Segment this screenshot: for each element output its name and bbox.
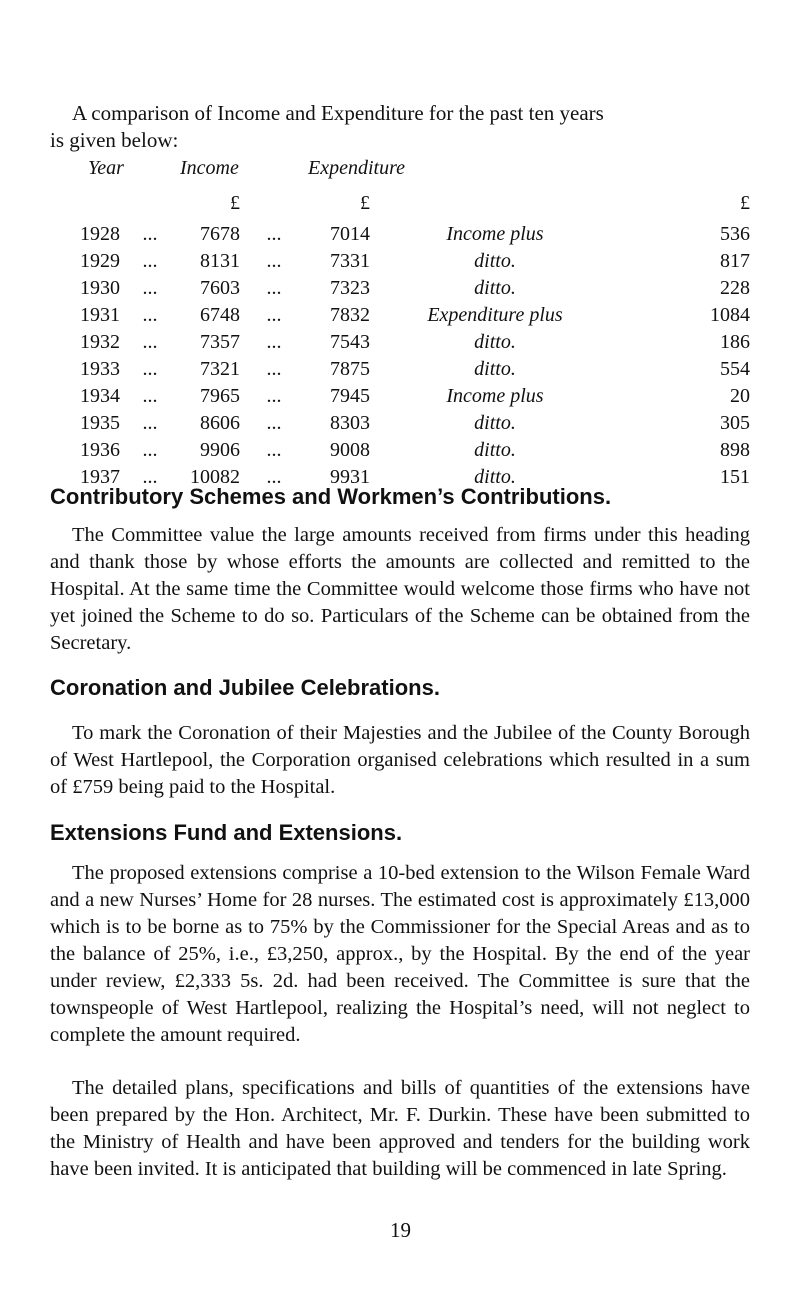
table-row bbox=[30, 437, 750, 464]
year-cell: 1935 bbox=[80, 412, 120, 434]
table-row bbox=[30, 329, 750, 356]
expenditure-cell: 7945 bbox=[330, 385, 370, 407]
difference-cell: 898 bbox=[720, 439, 750, 461]
year-cell: 1928 bbox=[80, 223, 120, 245]
note-cell: Expenditure plus bbox=[427, 304, 563, 326]
currency-difference: £ bbox=[740, 192, 750, 214]
note-cell: ditto. bbox=[474, 277, 516, 299]
income-cell: 7603 bbox=[200, 277, 240, 299]
income-cell: 8131 bbox=[200, 250, 240, 272]
expenditure-cell: 7331 bbox=[330, 250, 370, 272]
page-number: 19 bbox=[390, 1218, 411, 1242]
year-cell: 1930 bbox=[80, 277, 120, 299]
leader-dots: ... bbox=[142, 466, 158, 488]
note-cell: ditto. bbox=[474, 466, 516, 488]
difference-cell: 186 bbox=[720, 331, 750, 353]
intro-text bbox=[50, 100, 750, 154]
leader-dots: ... bbox=[266, 250, 282, 272]
difference-cell: 151 bbox=[720, 466, 750, 488]
difference-cell: 20 bbox=[730, 385, 750, 407]
table-header-row bbox=[30, 155, 750, 182]
leader-dots: ... bbox=[266, 466, 282, 488]
leader-dots: ... bbox=[266, 439, 282, 461]
header-expenditure: Expenditure bbox=[308, 157, 406, 179]
leader-dots: ... bbox=[142, 331, 158, 353]
expenditure-cell: 7875 bbox=[330, 358, 370, 380]
expenditure-cell: 9931 bbox=[330, 466, 370, 488]
income-cell: 7965 bbox=[200, 385, 240, 407]
leader-dots: ... bbox=[142, 250, 158, 272]
table-row bbox=[30, 302, 750, 329]
table-row bbox=[30, 221, 750, 248]
difference-cell: 1084 bbox=[710, 304, 750, 326]
year-cell: 1929 bbox=[80, 250, 120, 272]
heading-coronation-jubilee: Coronation and Jubilee Celebrations. bbox=[50, 675, 440, 700]
leader-dots: ... bbox=[266, 223, 282, 245]
income-cell: 6748 bbox=[200, 304, 240, 326]
year-cell: 1936 bbox=[80, 439, 120, 461]
leader-dots: ... bbox=[266, 331, 282, 353]
leader-dots: ... bbox=[266, 385, 282, 407]
difference-cell: 536 bbox=[720, 223, 750, 245]
leader-dots: ... bbox=[142, 385, 158, 407]
intro-line-2: is given below: bbox=[50, 128, 179, 152]
table-row bbox=[30, 383, 750, 410]
year-cell: 1937 bbox=[80, 466, 120, 488]
income-cell: 9906 bbox=[200, 439, 240, 461]
note-cell: ditto. bbox=[474, 412, 516, 434]
year-cell: 1931 bbox=[80, 304, 120, 326]
note-cell: Income plus bbox=[446, 385, 544, 407]
income-cell: 7678 bbox=[200, 223, 240, 245]
leader-dots: ... bbox=[142, 304, 158, 326]
currency-expenditure: £ bbox=[360, 192, 370, 214]
expenditure-cell: 8303 bbox=[330, 412, 370, 434]
heading-extensions-fund: Extensions Fund and Extensions. bbox=[50, 820, 403, 845]
expenditure-cell: 7014 bbox=[330, 223, 370, 245]
intro-line-1: A comparison of Income and Expenditure for the past ten years bbox=[72, 101, 604, 125]
note-cell: ditto. bbox=[474, 250, 516, 272]
paragraph-extensions-2: The detailed plans, specifications and bills of quantities of the extensions have been prepared by the Hon. Architect, Mr. F. Durkin. These have been submitted to the Ministry of Health and have been approved and tenders for the building work have been invited. It is anticipated that building will be commenced in late Spring. bbox=[50, 1077, 750, 1180]
leader-dots: ... bbox=[266, 277, 282, 299]
leader-dots: ... bbox=[142, 439, 158, 461]
leader-dots: ... bbox=[142, 412, 158, 434]
header-year: Year bbox=[88, 157, 124, 179]
table-row bbox=[30, 275, 750, 302]
year-cell: 1933 bbox=[80, 358, 120, 380]
table-row bbox=[30, 410, 750, 437]
expenditure-cell: 9008 bbox=[330, 439, 370, 461]
leader-dots: ... bbox=[266, 412, 282, 434]
leader-dots: ... bbox=[266, 358, 282, 380]
note-cell: ditto. bbox=[474, 439, 516, 461]
year-cell: 1934 bbox=[80, 385, 120, 407]
income-cell: 8606 bbox=[200, 412, 240, 434]
leader-dots: ... bbox=[142, 277, 158, 299]
expenditure-cell: 7323 bbox=[330, 277, 370, 299]
expenditure-cell: 7832 bbox=[330, 304, 370, 326]
income-expenditure-table bbox=[30, 155, 750, 491]
leader-dots: ... bbox=[142, 223, 158, 245]
difference-cell: 228 bbox=[720, 277, 750, 299]
header-income: Income bbox=[180, 157, 239, 179]
difference-cell: 817 bbox=[720, 250, 750, 272]
difference-cell: 305 bbox=[720, 412, 750, 434]
note-cell: ditto. bbox=[474, 331, 516, 353]
year-cell: 1932 bbox=[80, 331, 120, 353]
heading-contributory-schemes: Contributory Schemes and Workmen’s Contributions. bbox=[50, 484, 612, 509]
paragraph-contributory-schemes: The Committee value the large amounts received from firms under this heading and thank those by whose efforts the amounts are collected and remitted to the Hospital. At the same time the Committee would welcome those firms who have not yet joined the Scheme to do so. Particulars of the Scheme can be obtained from the Secretary. bbox=[50, 524, 750, 654]
currency-income: £ bbox=[230, 192, 240, 214]
income-cell: 10082 bbox=[190, 466, 240, 488]
note-cell: Income plus bbox=[446, 223, 544, 245]
currency-row bbox=[30, 182, 750, 221]
expenditure-cell: 7543 bbox=[330, 331, 370, 353]
table-row bbox=[30, 248, 750, 275]
income-cell: 7321 bbox=[200, 358, 240, 380]
income-cell: 7357 bbox=[200, 331, 240, 353]
note-cell: ditto. bbox=[474, 358, 516, 380]
table-row bbox=[30, 356, 750, 383]
difference-cell: 554 bbox=[720, 358, 750, 380]
leader-dots: ... bbox=[266, 304, 282, 326]
paragraph-coronation-jubilee: To mark the Coronation of their Majesties and the Jubilee of the County Borough of West Hartlepool, the Corporation organised celebrations which resulted in a sum of £759 being paid to the Hospital. bbox=[50, 722, 750, 798]
leader-dots: ... bbox=[142, 358, 158, 380]
paragraph-extensions-1: The proposed extensions comprise a 10-bed extension to the Wilson Female Ward and a new Nurses’ Home for 28 nurses. The estimated cost is approximately £13,000 which is to be borne as to 75% by the Commissioner for the Special Areas and as to the balance of 25%, i.e., £3,250, approx., by the Hospital. By the end of the year under review, £2,333 5s. 2d. had been received. The Committee is sure that the townspeople of West Hartlepool, realizing the Hospital’s need, will not neglect to complete the amount required. bbox=[50, 862, 750, 1046]
